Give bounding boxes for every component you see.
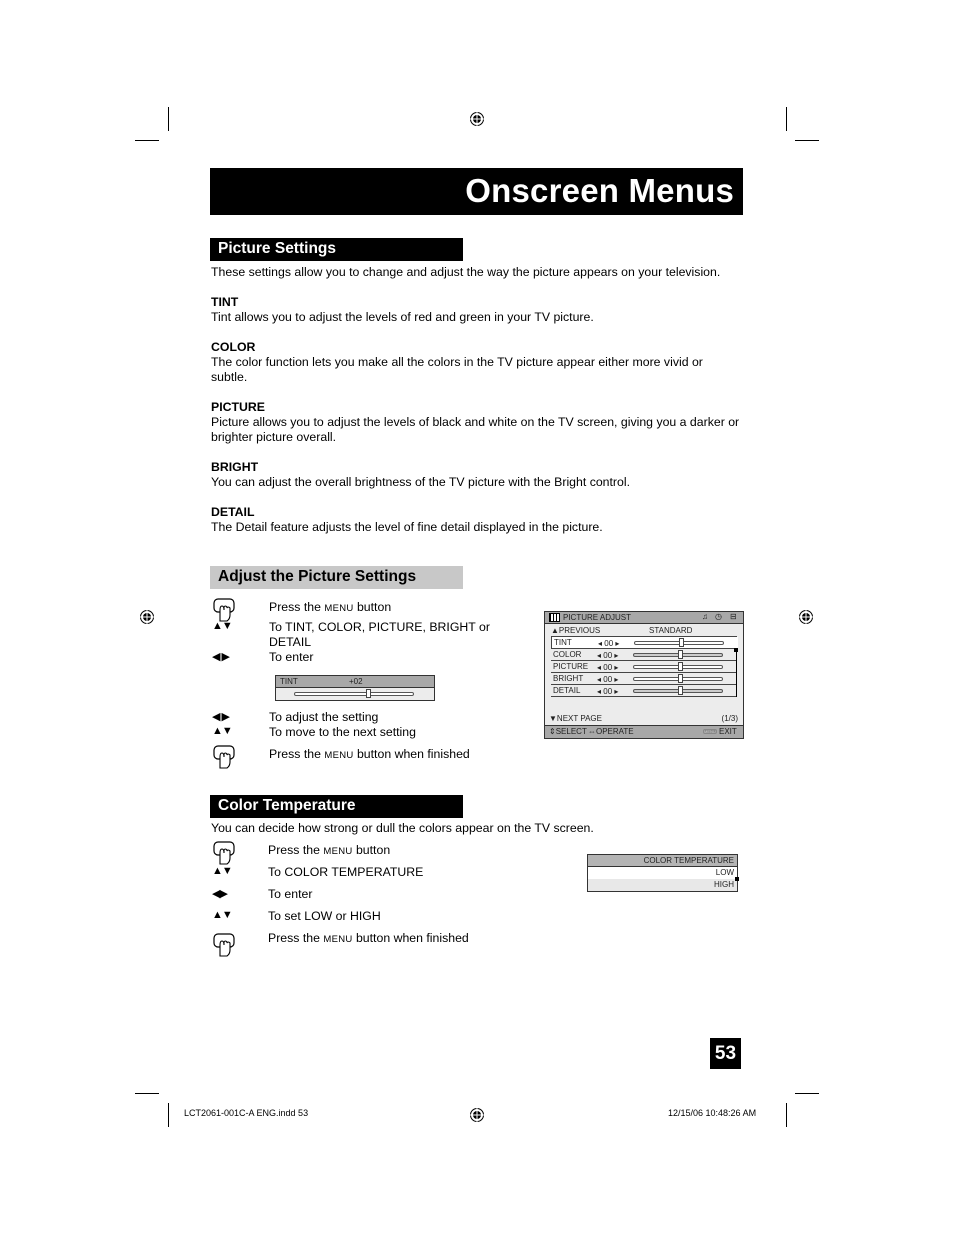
left-right-arrows-icon: ◀▶: [212, 888, 227, 900]
up-down-arrows-icon: ▲▼: [212, 909, 232, 921]
row-value: ◂ 00 ▸: [597, 663, 619, 672]
osd-row-color[interactable]: [551, 649, 737, 661]
crop-mark: [795, 1093, 819, 1094]
step-text: Press the MENU button when finished: [268, 931, 469, 945]
color-temp-intro: You can decide how strong or dull the colors appear on the TV screen.: [211, 821, 594, 835]
osd-title: PICTURE ADJUST: [563, 613, 632, 622]
menu-button-icon: MENU: [704, 729, 716, 734]
section-heading-text: Adjust the Picture Settings: [218, 568, 417, 585]
page-title-bar: [210, 168, 743, 215]
page-title: Onscreen Menus: [465, 172, 734, 209]
row-label: COLOR: [553, 650, 582, 659]
menu-button-hand-icon: [212, 933, 236, 957]
row-value: ◂ 00 ▸: [598, 639, 620, 648]
row-value: ◂ 00 ▸: [597, 675, 619, 684]
footer-file-name: LCT2061-001C-A ENG.indd 53: [184, 1108, 309, 1118]
step-text: To adjust the setting: [269, 710, 379, 724]
osd-header: [588, 855, 737, 867]
term: PICTURE: [211, 400, 265, 414]
crop-mark: [168, 1103, 169, 1127]
definition-color: [211, 340, 731, 385]
definition-picture: [211, 400, 746, 445]
osd-row-tint[interactable]: [551, 637, 738, 649]
left-right-arrows-icon: ◀ ▶: [212, 711, 229, 723]
up-down-arrows-icon: ▲▼: [212, 865, 232, 877]
row-label: DETAIL: [553, 686, 581, 695]
description: Picture allows you to adjust the levels of black and white on the TV screen, giving you a darker or brighter picture overall.: [211, 415, 740, 444]
description: The color function lets you make all the colors in the TV picture appear either more vivid or subtle.: [211, 355, 703, 384]
crop-mark: [168, 107, 169, 131]
osd-footer-select: ⇕SELECT: [549, 727, 587, 736]
tint-label: TINT: [280, 677, 298, 686]
picture-adjust-osd: [544, 611, 744, 739]
tint-adjust-bar: [275, 675, 435, 701]
step-text: To COLOR TEMPERATURE: [268, 865, 424, 879]
page-number: 53: [710, 1038, 741, 1069]
color-temperature-osd: [587, 854, 738, 892]
step-text: To enter: [268, 887, 313, 901]
up-down-arrows-icon: ▲▼: [212, 620, 232, 632]
audio-menu-icon: ♫: [702, 612, 708, 621]
section-heading-text: Picture Settings: [218, 240, 336, 257]
up-down-arrows-icon: ▲▼: [212, 725, 232, 737]
osd-row-detail[interactable]: [551, 685, 737, 697]
step-text: Press the MENU button: [268, 843, 391, 857]
timer-icon: ◷: [715, 612, 722, 621]
step-text: Press the MENU button when finished: [269, 747, 470, 761]
osd-footer-exit: EXIT: [719, 727, 737, 736]
crop-mark: [786, 1103, 787, 1127]
row-slider-knob[interactable]: [679, 638, 684, 647]
picture-menu-icon: [549, 613, 560, 622]
osd-row-picture[interactable]: [551, 661, 737, 673]
tint-slider-track[interactable]: [294, 692, 414, 696]
step-text: Press the MENU button: [269, 600, 392, 614]
definition-bright: [211, 460, 741, 490]
osd-title: COLOR TEMPERATURE: [643, 856, 734, 865]
row-slider-knob[interactable]: [678, 650, 683, 659]
osd-header: [545, 612, 743, 624]
registration-mark-icon: [469, 1107, 485, 1123]
menu-button-hand-icon: [212, 745, 236, 769]
osd-cursor-line: [736, 650, 737, 697]
osd-next-page[interactable]: ▼NEXT PAGE: [549, 714, 602, 723]
tint-value: +02: [349, 677, 363, 686]
option-label: HIGH: [714, 880, 734, 889]
description: The Detail feature adjusts the level of fine detail displayed in the picture.: [211, 520, 603, 534]
row-value: ◂ 00 ▸: [597, 651, 619, 660]
option-high[interactable]: [588, 879, 737, 891]
tint-slider-knob[interactable]: [366, 689, 371, 698]
intro-text: These settings allow you to change and adjust the way the picture appears on your television.: [211, 265, 721, 279]
osd-mode: STANDARD: [649, 626, 693, 635]
tint-bar-header: [276, 676, 434, 688]
row-slider-knob[interactable]: [678, 662, 683, 671]
definition-detail: [211, 505, 741, 535]
footer-timestamp: 12/15/06 10:48:26 AM: [668, 1108, 757, 1118]
step-text: To enter: [269, 650, 314, 664]
lock-icon: ⊟: [730, 612, 737, 621]
description: Tint allows you to adjust the levels of red and green in your TV picture.: [211, 310, 594, 324]
crop-mark: [135, 1093, 159, 1094]
menu-button-hand-icon: [212, 841, 236, 865]
option-label: LOW: [715, 868, 734, 877]
term: COLOR: [211, 340, 256, 354]
osd-footer-operate: ⇔OPERATE: [588, 727, 634, 736]
section-heading-color-temperature: [210, 795, 463, 818]
option-low[interactable]: [588, 867, 737, 879]
crop-mark: [786, 107, 787, 131]
crop-mark: [795, 140, 819, 141]
registration-mark-icon: [469, 111, 485, 127]
cursor-pointer-icon: [735, 877, 739, 881]
osd-page-indicator: (1/3): [721, 714, 738, 723]
registration-mark-icon: [798, 609, 814, 625]
row-label: BRIGHT: [553, 674, 584, 683]
menu-button-hand-icon: [212, 598, 236, 622]
cursor-pointer-icon: [734, 648, 738, 652]
registration-mark-icon: [139, 609, 155, 625]
section-heading-text: Color Temperature: [218, 797, 356, 814]
term: BRIGHT: [211, 460, 259, 474]
row-slider-knob[interactable]: [678, 674, 683, 683]
section-heading-adjust: [210, 566, 463, 589]
row-label: TINT: [554, 638, 572, 647]
osd-footer: [545, 725, 743, 738]
step-text: To TINT, COLOR, PICTURE, BRIGHT or DETAIL: [269, 620, 490, 649]
osd-previous[interactable]: ▲PREVIOUS: [551, 626, 601, 635]
left-right-arrows-icon: ◀ ▶: [212, 651, 229, 663]
definition-tint: [211, 295, 741, 325]
step-text: To set LOW or HIGH: [268, 909, 381, 923]
row-label: PICTURE: [553, 662, 589, 671]
description: You can adjust the overall brightness of the TV picture with the Bright control.: [211, 475, 631, 489]
term: DETAIL: [211, 505, 255, 519]
osd-row-bright[interactable]: [551, 673, 737, 685]
section-heading-picture-settings: [210, 238, 463, 261]
term: TINT: [211, 295, 239, 309]
crop-mark: [135, 140, 159, 141]
row-slider-knob[interactable]: [678, 686, 683, 695]
step-text: To move to the next setting: [269, 725, 416, 739]
row-value: ◂ 00 ▸: [597, 687, 619, 696]
